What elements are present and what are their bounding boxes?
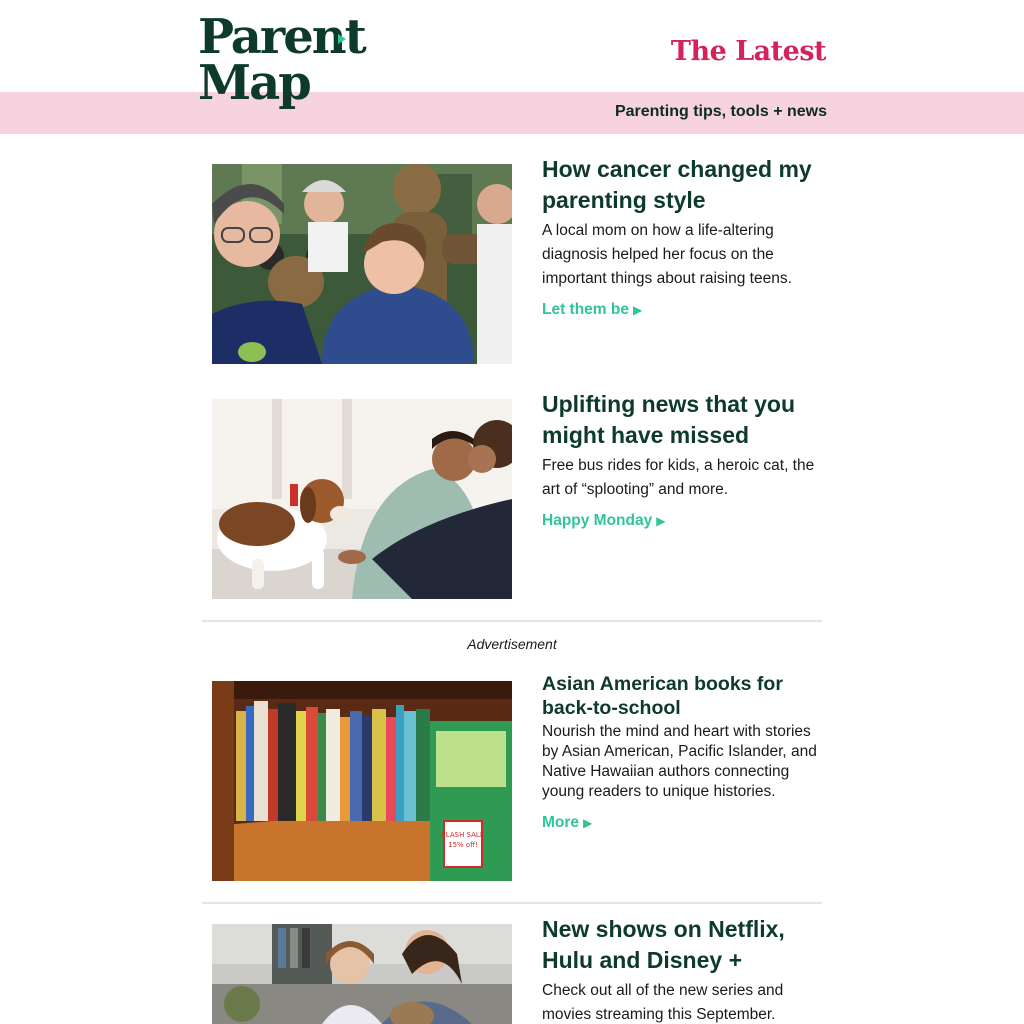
- tagline: Parenting tips, tools + news: [614, 103, 827, 120]
- logo-line-1: Parent: [198, 9, 365, 65]
- article-title[interactable]: How cancer changed my parenting style: [542, 156, 812, 213]
- advertisement-image[interactable]: [212, 681, 512, 881]
- advertisement-link[interactable]: [542, 814, 592, 832]
- flash-sale-discount: 15% off!: [448, 841, 478, 849]
- logo-triangle-icon: [338, 34, 346, 44]
- article-image[interactable]: [212, 924, 512, 1024]
- advertisement-card: [212, 673, 824, 881]
- play-arrow-icon: ▶: [583, 816, 593, 830]
- parentmap-logo[interactable]: [198, 9, 365, 120]
- article-title[interactable]: New shows on Netflix, Hulu and Disney +: [542, 916, 785, 973]
- article-link[interactable]: [542, 512, 665, 530]
- article-description: Free bus rides for kids, a heroic cat, the art of “splooting” and more.: [542, 457, 815, 498]
- article-card: [212, 916, 824, 1024]
- article-text: [542, 916, 827, 1024]
- advertisement-label: Advertisement: [467, 636, 557, 652]
- article-text: [542, 391, 827, 530]
- article-text: [542, 156, 827, 319]
- advertisement-text: [542, 673, 827, 832]
- article-card: [212, 391, 824, 599]
- article-image[interactable]: [212, 164, 512, 364]
- advertisement-title[interactable]: Asian American books for back-to-school: [542, 673, 783, 719]
- article-image[interactable]: [212, 399, 512, 599]
- play-arrow-icon: ▶: [656, 514, 666, 528]
- play-arrow-icon: ▶: [632, 303, 643, 317]
- article-link-label: Let them be: [542, 301, 629, 318]
- section-divider: [202, 902, 822, 904]
- logo-line-2: Map: [198, 55, 310, 111]
- section-title: The Latest: [670, 36, 826, 67]
- advertisement-description: Nourish the mind and heart with stories by Asian American, Pacific Islander, and Native Hawaiian authors connecting young readers to unique histories.: [542, 723, 817, 800]
- article-description: Check out all of the new series and movies streaming this September.: [542, 982, 784, 1023]
- article-card: [212, 156, 824, 364]
- article-title[interactable]: Uplifting news that you might have missed: [542, 391, 795, 448]
- flash-sale-text: FLASH SALE: [441, 831, 485, 839]
- article-description: A local mom on how a life-altering diagnosis helped her focus on the important things about raising teens.: [542, 222, 792, 287]
- article-link-label: Happy Monday: [542, 512, 653, 529]
- tagline-band: [0, 92, 1024, 134]
- section-divider: [202, 620, 822, 622]
- article-link[interactable]: [542, 301, 642, 319]
- advertisement-link-label: More: [542, 814, 580, 831]
- email-header: [0, 0, 1024, 111]
